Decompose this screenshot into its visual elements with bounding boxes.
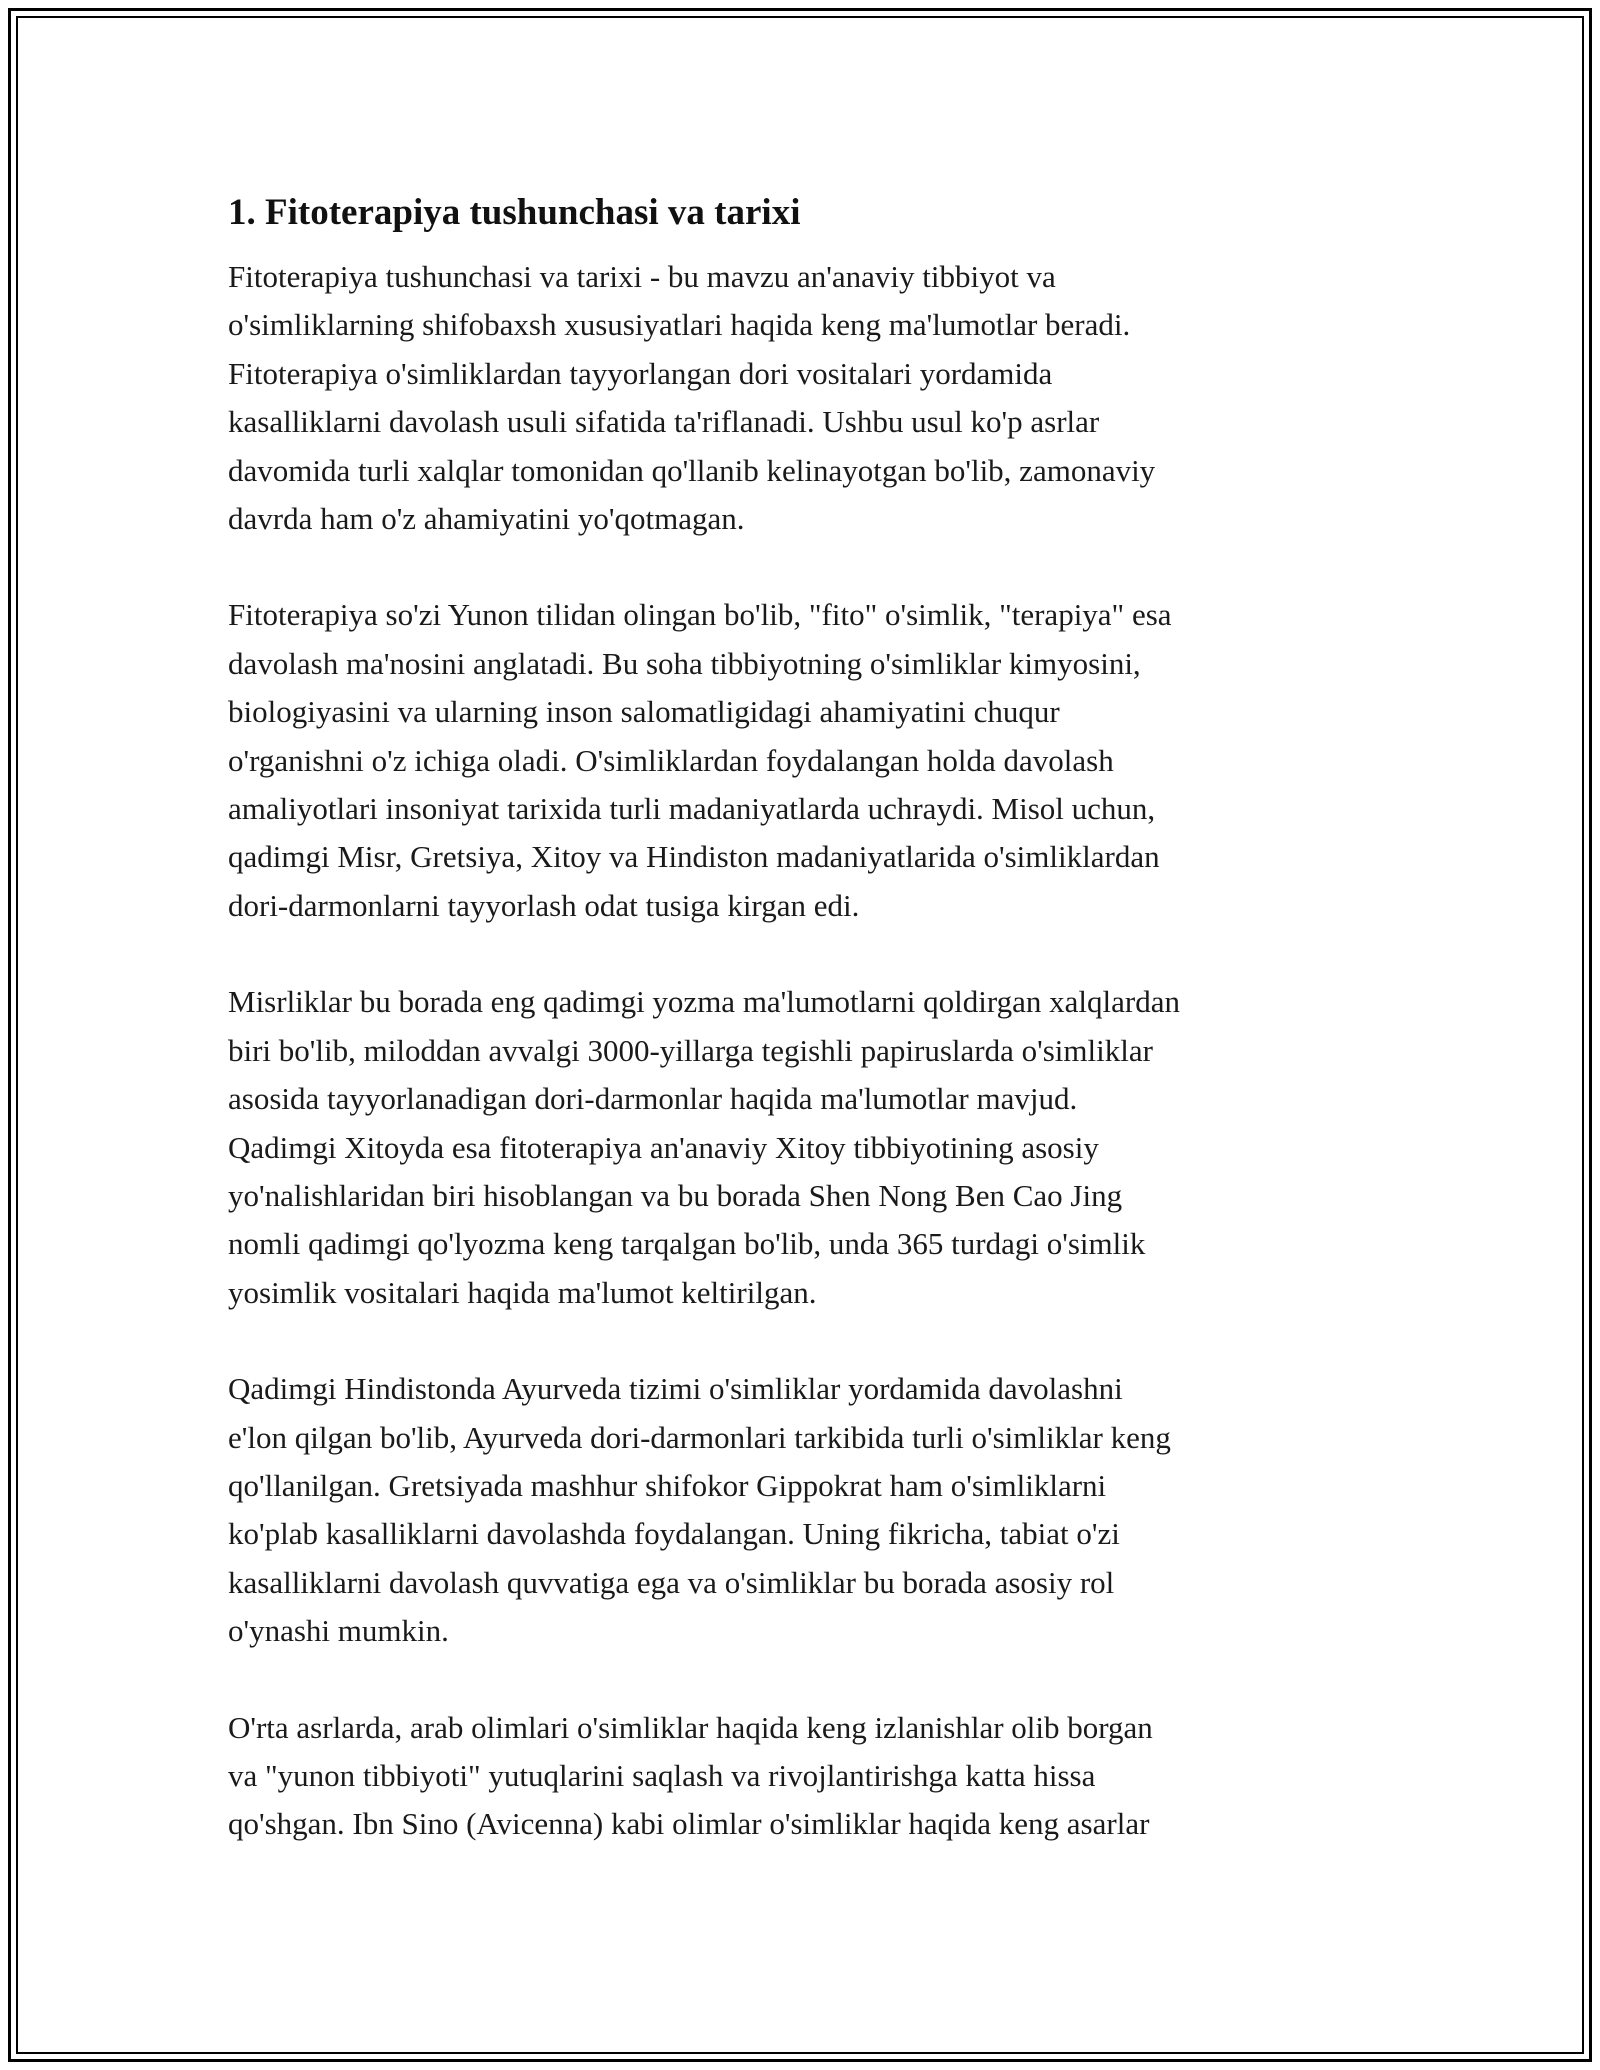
section-heading: 1. Fitoterapiya tushunchasi va tarixi (228, 192, 801, 233)
paragraph-1: Fitoterapiya tushunchasi va tarixi - bu mavzu an'anaviy tibbiyot va o'simliklarning shifobaxsh xususiyatlari haqida keng ma'lumotlar beradi. Fitoterapiya o'simliklardan tayyorlangan dori vositalari yordamida kasalliklarni davolash usuli sifatida ta'riflanadi. Ushbu usul ko'p asrlar davomida turli xalqlar tomonidan qo'llanib kelinayotgan bo'lib, zamonaviy davrda ham o'z ahamiyatini yo'qotmagan. (228, 259, 1156, 537)
paragraph-4: Qadimgi Hindistonda Ayurveda tizimi o'simliklar yordamida davolashni e'lon qilgan bo'lib, Ayurveda dori-darmonlari tarkibida turli o'simliklar keng qo'llanilgan. Gretsiyada mashhur shifokor Gippokrat ham o'simliklarni ko'plab kasalliklarni davolashda foydalangan. Uning fikricha, tabiat o'zi kasalliklarni davolash quvvatiga ega va o'simliklar bu borada asosiy rol o'ynashi mumkin. (228, 1371, 1171, 1649)
document-body (228, 185, 1388, 1897)
paragraph-5: O'rta asrlarda, arab olimlari o'simliklar haqida keng izlanishlar olib borgan va "yunon tibbiyoti" yutuqlarini saqlash va rivojlantirishga katta hissa qo'shgan. Ibn Sino (Avicenna) kabi olimlar o'simliklar haqida keng asarlar (228, 1709, 1153, 1842)
paragraph-3: Misrliklar bu borada eng qadimgi yozma ma'lumotlarni qoldirgan xalqlardan biri bo'lib, miloddan avvalgi 3000-yillarga tegishli papiruslarda o'simliklar asosida tayyorlanadigan dori-darmonlar haqida ma'lumotlar mavjud. Qadimgi Xitoyda esa fitoterapiya an'anaviy Xitoy tibbiyotining asosiy yo'nalishlaridan biri hisoblangan va bu borada Shen Nong Ben Cao Jing nomli qadimgi qo'lyozma keng tarqalgan bo'lib, unda 365 turdagi o'simlik yosimlik vositalari haqida ma'lumot keltirilgan. (228, 984, 1180, 1310)
paragraph-2: Fitoterapiya so'zi Yunon tilidan olingan bo'lib, "fito" o'simlik, "terapiya" esa davolash ma'nosini anglatadi. Bu soha tibbiyotning o'simliklar kimyosini, biologiyasini va ularning inson salomatligidagi ahamiyatini chuqur o'rganishni o'z ichiga oladi. O'simliklardan foydalangan holda davolash amaliyotlari insoniyat tarixida turli madaniyatlarda uchraydi. Misol uchun, qadimgi Misr, Gretsiya, Xitoy va Hindiston madaniyatlarida o'simliklardan dori-darmonlarni tayyorlash odat tusiga kirgan edi. (228, 597, 1172, 923)
